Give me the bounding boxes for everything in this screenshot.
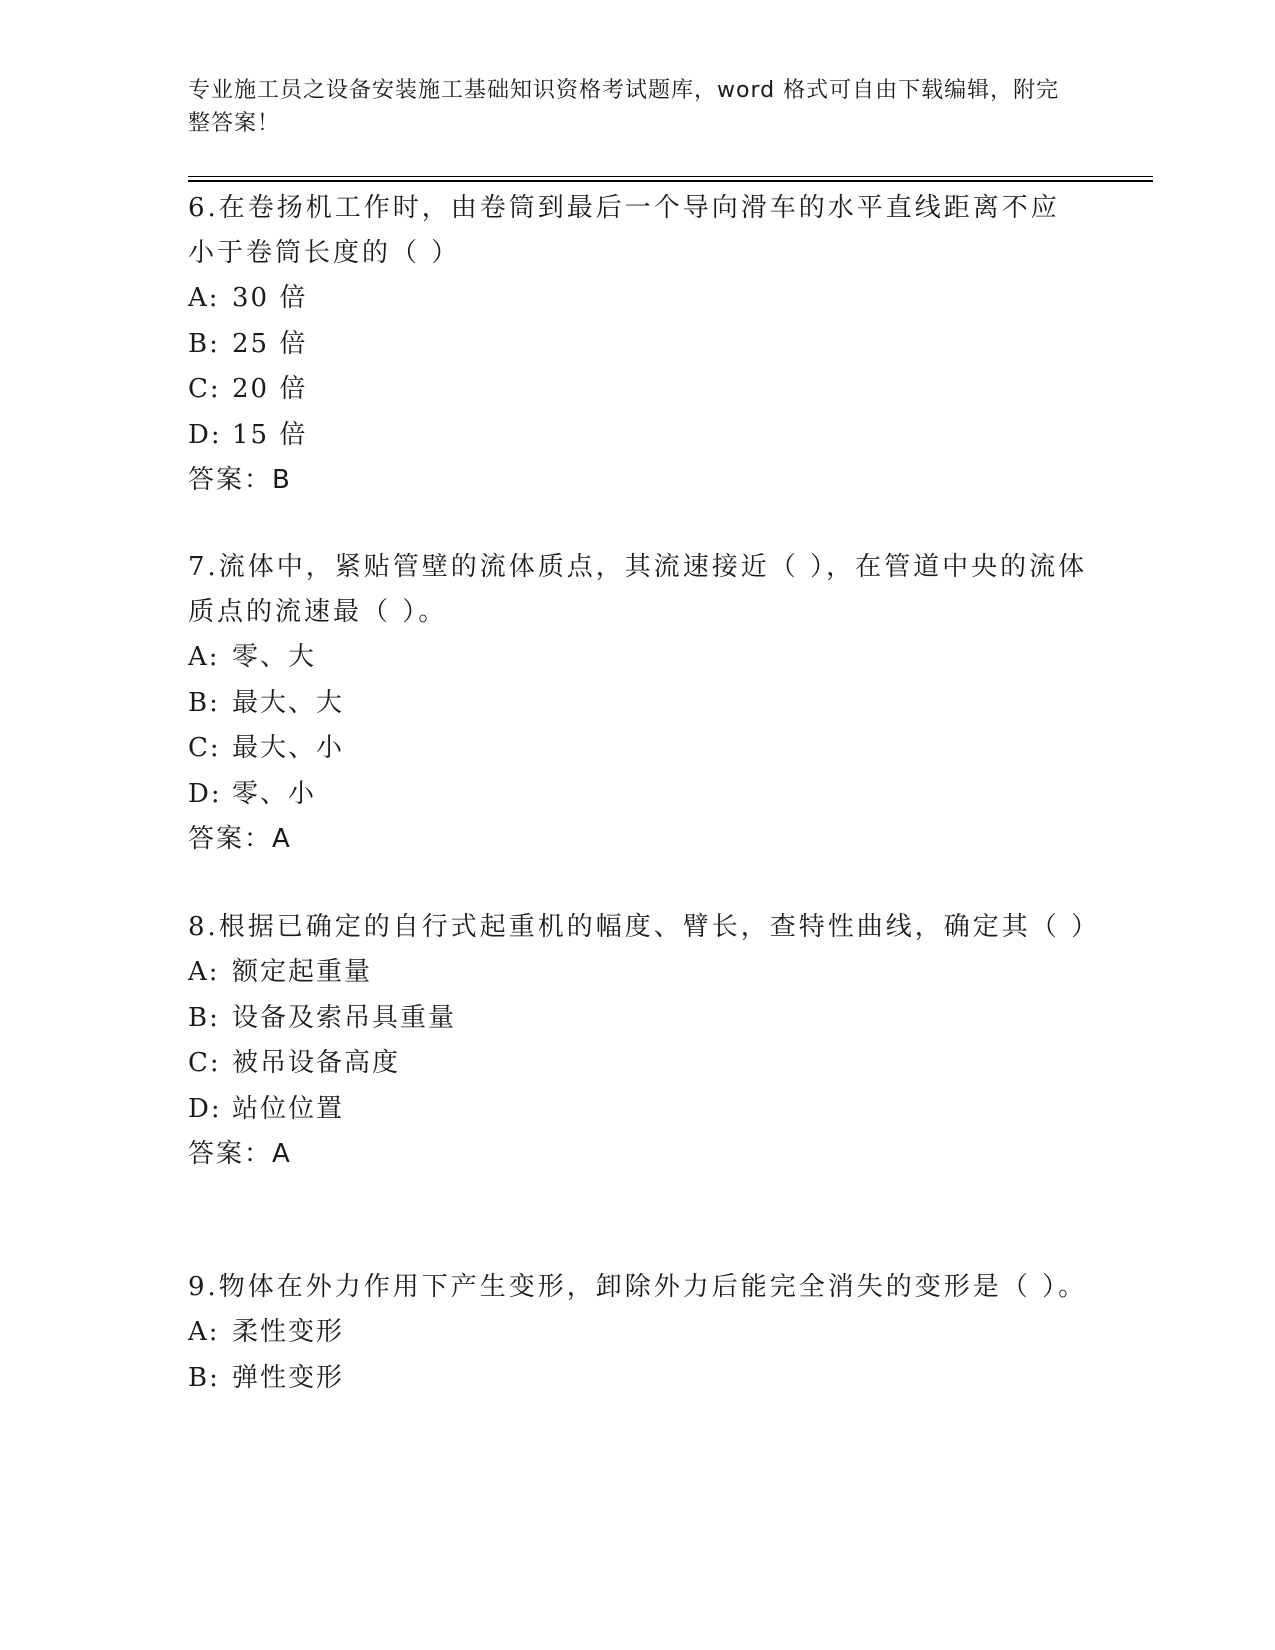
question-7 [188, 545, 1088, 862]
answer: 答案：B [188, 465, 292, 495]
question-stem: 9.物体在外力作用下产生变形，卸除外力后能完全消失的变形是（ ）。 [188, 1272, 1088, 1302]
question-9 [188, 1265, 1088, 1401]
header-divider-thick [188, 180, 1153, 182]
question-stem: 7.流体中，紧贴管壁的流体质点，其流速接近（ ），在管道中央的流体质点的流速最（ ）。 [188, 552, 1088, 627]
option-d: D: 站位位置 [188, 1093, 345, 1124]
header-divider-thin [188, 176, 1153, 177]
option-b: B: 25 倍 [188, 328, 308, 359]
question-8 [188, 905, 1101, 1177]
question-stem: 8.根据已确定的自行式起重机的幅度、臂长，查特性曲线，确定其（ ） [188, 912, 1101, 942]
option-a: A: 30 倍 [188, 283, 308, 313]
document-intro: 专业施工员之设备安装施工基础知识资格考试题库，word 格式可自由下载编辑，附完整答案！ [188, 78, 1060, 136]
option-d: D: 零、小 [188, 778, 317, 809]
option-d: D: 15 倍 [188, 419, 308, 450]
question-stem: 6.在卷扬机工作时，由卷筒到最后一个导向滑车的水平直线距离不应小于卷筒长度的（ ） [188, 193, 1060, 268]
option-a: A: 柔性变形 [188, 1317, 345, 1347]
option-b: B: 设备及索吊具重量 [188, 1002, 457, 1033]
option-c: C: 最大、小 [188, 733, 345, 763]
option-c: C: 被吊设备高度 [188, 1048, 401, 1078]
option-b: B: 最大、大 [188, 687, 345, 718]
option-c: C: 20 倍 [188, 374, 308, 404]
answer: 答案：A [188, 1139, 292, 1169]
question-6 [188, 186, 1088, 503]
option-a: A: 零、大 [188, 642, 317, 672]
option-a: A: 额定起重量 [188, 957, 373, 987]
option-b: B: 弹性变形 [188, 1362, 345, 1393]
answer: 答案：A [188, 824, 292, 854]
